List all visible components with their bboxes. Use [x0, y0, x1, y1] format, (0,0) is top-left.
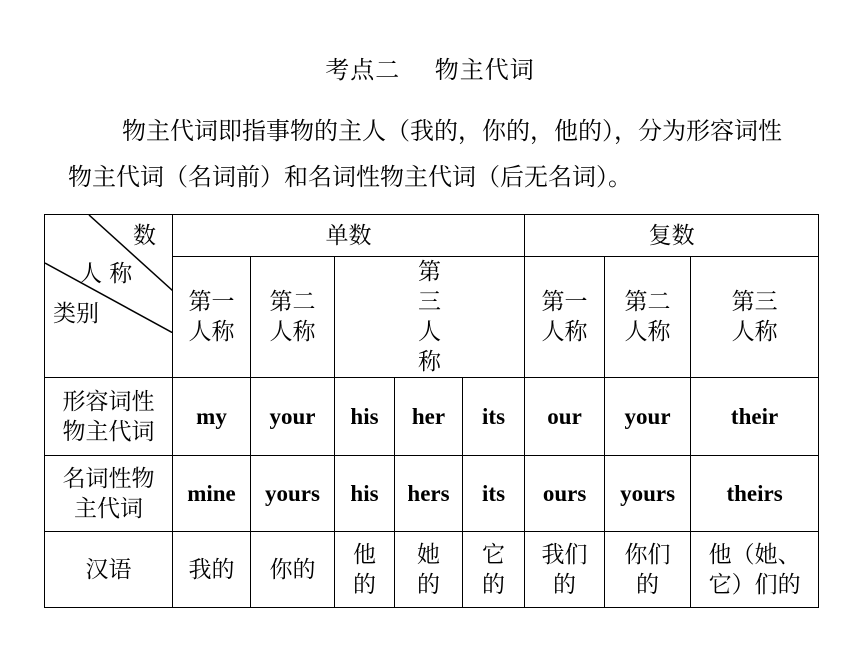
intro-paragraph: 物主代词即指事物的主人（我的，你的，他的），分为形容词性物主代词（名词前）和名词性物主代词（后无名词）。: [68, 117, 782, 191]
person-2-singular: 第二人称: [251, 257, 335, 378]
table-cell: 你们的: [605, 532, 691, 608]
table-cell: their: [691, 378, 819, 456]
table-cell: my: [173, 378, 251, 456]
person-1-plural: 第一人称: [525, 257, 605, 378]
header-plural: 复数: [525, 215, 819, 257]
table-cell: 他（她、它）们的: [691, 532, 819, 608]
corner-label-category: 类别: [53, 301, 99, 327]
header-singular: 单数: [173, 215, 525, 257]
corner-label-number: 数: [133, 223, 156, 249]
table-row: [45, 532, 819, 608]
table-cell: his: [335, 456, 395, 532]
table-cell: 我们的: [525, 532, 605, 608]
table-cell: your: [605, 378, 691, 456]
row-label: 名词性物主代词: [45, 456, 173, 532]
possessive-pronoun-table: [44, 214, 819, 608]
table-row: [45, 456, 819, 532]
corner-label-person: 人 称: [79, 261, 133, 287]
table-row: [45, 378, 819, 456]
table-cell: 你的: [251, 532, 335, 608]
table-cell: its: [463, 378, 525, 456]
person-2-plural: 第二人称: [605, 257, 691, 378]
section-title: 考点二 物主代词: [325, 56, 535, 84]
table-cell: 它的: [463, 532, 525, 608]
table-cell: our: [525, 378, 605, 456]
table-cell: 他的: [335, 532, 395, 608]
person-3-singular: 第三人称: [335, 257, 525, 378]
table-cell: theirs: [691, 456, 819, 532]
person-1-singular: 第一人称: [173, 257, 251, 378]
table-cell: its: [463, 456, 525, 532]
row-label: 汉语: [45, 532, 173, 608]
table-cell: yours: [251, 456, 335, 532]
table-cell: mine: [173, 456, 251, 532]
table-cell: her: [395, 378, 463, 456]
corner-diagonal-cell: [45, 215, 173, 378]
table-cell: hers: [395, 456, 463, 532]
table-cell: ours: [525, 456, 605, 532]
table-cell: yours: [605, 456, 691, 532]
table-cell: 她的: [395, 532, 463, 608]
table-cell: his: [335, 378, 395, 456]
table-cell: 我的: [173, 532, 251, 608]
person-3-plural: 第三人称: [691, 257, 819, 378]
row-label: 形容词性物主代词: [45, 378, 173, 456]
table-cell: your: [251, 378, 335, 456]
